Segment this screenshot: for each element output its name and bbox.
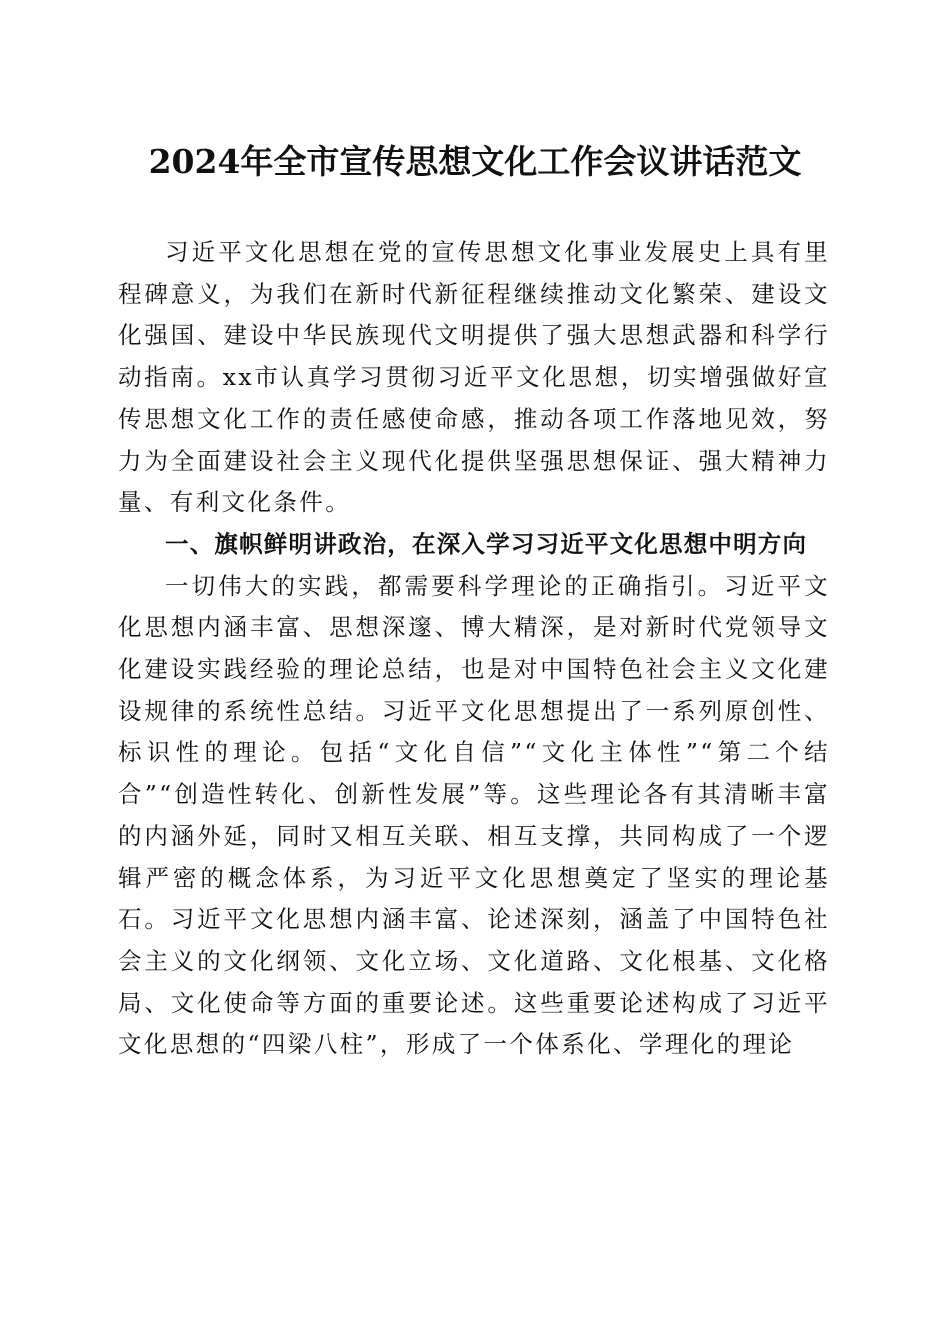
section-heading-1: 一、旗帜鲜明讲政治，在深入学习习近平文化思想中明方向 — [165, 529, 808, 558]
document-body — [118, 232, 830, 1066]
document-title: 2024年全市宣传思想文化工作会议讲话范文 — [148, 142, 802, 181]
intro-paragraph: 习近平文化思想在党的宣传思想文化事业发展史上具有里程碑意义，为我们在新时代新征程继续推动文化繁荣、建设文化强国、建设中华民族现代文明提供了强大思想武器和科学行动指南。xx市认真学习贯彻习近平文化思想，切实增强做好宣传思想文化工作的责任感使命感，推动各项工作落地见效，努力为全面建设社会主义现代化提供坚强思想保证、强大精神力量、有利文化条件。 — [118, 238, 830, 517]
section-1-paragraph: 一切伟大的实践，都需要科学理论的正确指引。习近平文化思想内涵丰富、思想深邃、博大精深，是对新时代党领导文化建设实践经验的理论总结，也是对中国特色社会主义文化建设规律的系统性总结。习近平文化思想提出了一系列原创性、标识性的理论。包括“文化自信”“文化主体性”“第二个结合”“创造性转化、创新性发展”等。这些理论各有其清晰丰富的内涵外延，同时又相互关联、相互支撑，共同构成了一个逻辑严密的概念体系，为习近平文化思想奠定了坚实的理论基石。习近平文化思想内涵丰富、论述深刻，涵盖了中国特色社会主义的文化纲领、文化立场、文化道路、文化根基、文化格局、文化使命等方面的重要论述。这些重要论述构成了习近平文化思想的“四梁八柱”，形成了一个体系化、学理化的理论 — [118, 571, 830, 1059]
